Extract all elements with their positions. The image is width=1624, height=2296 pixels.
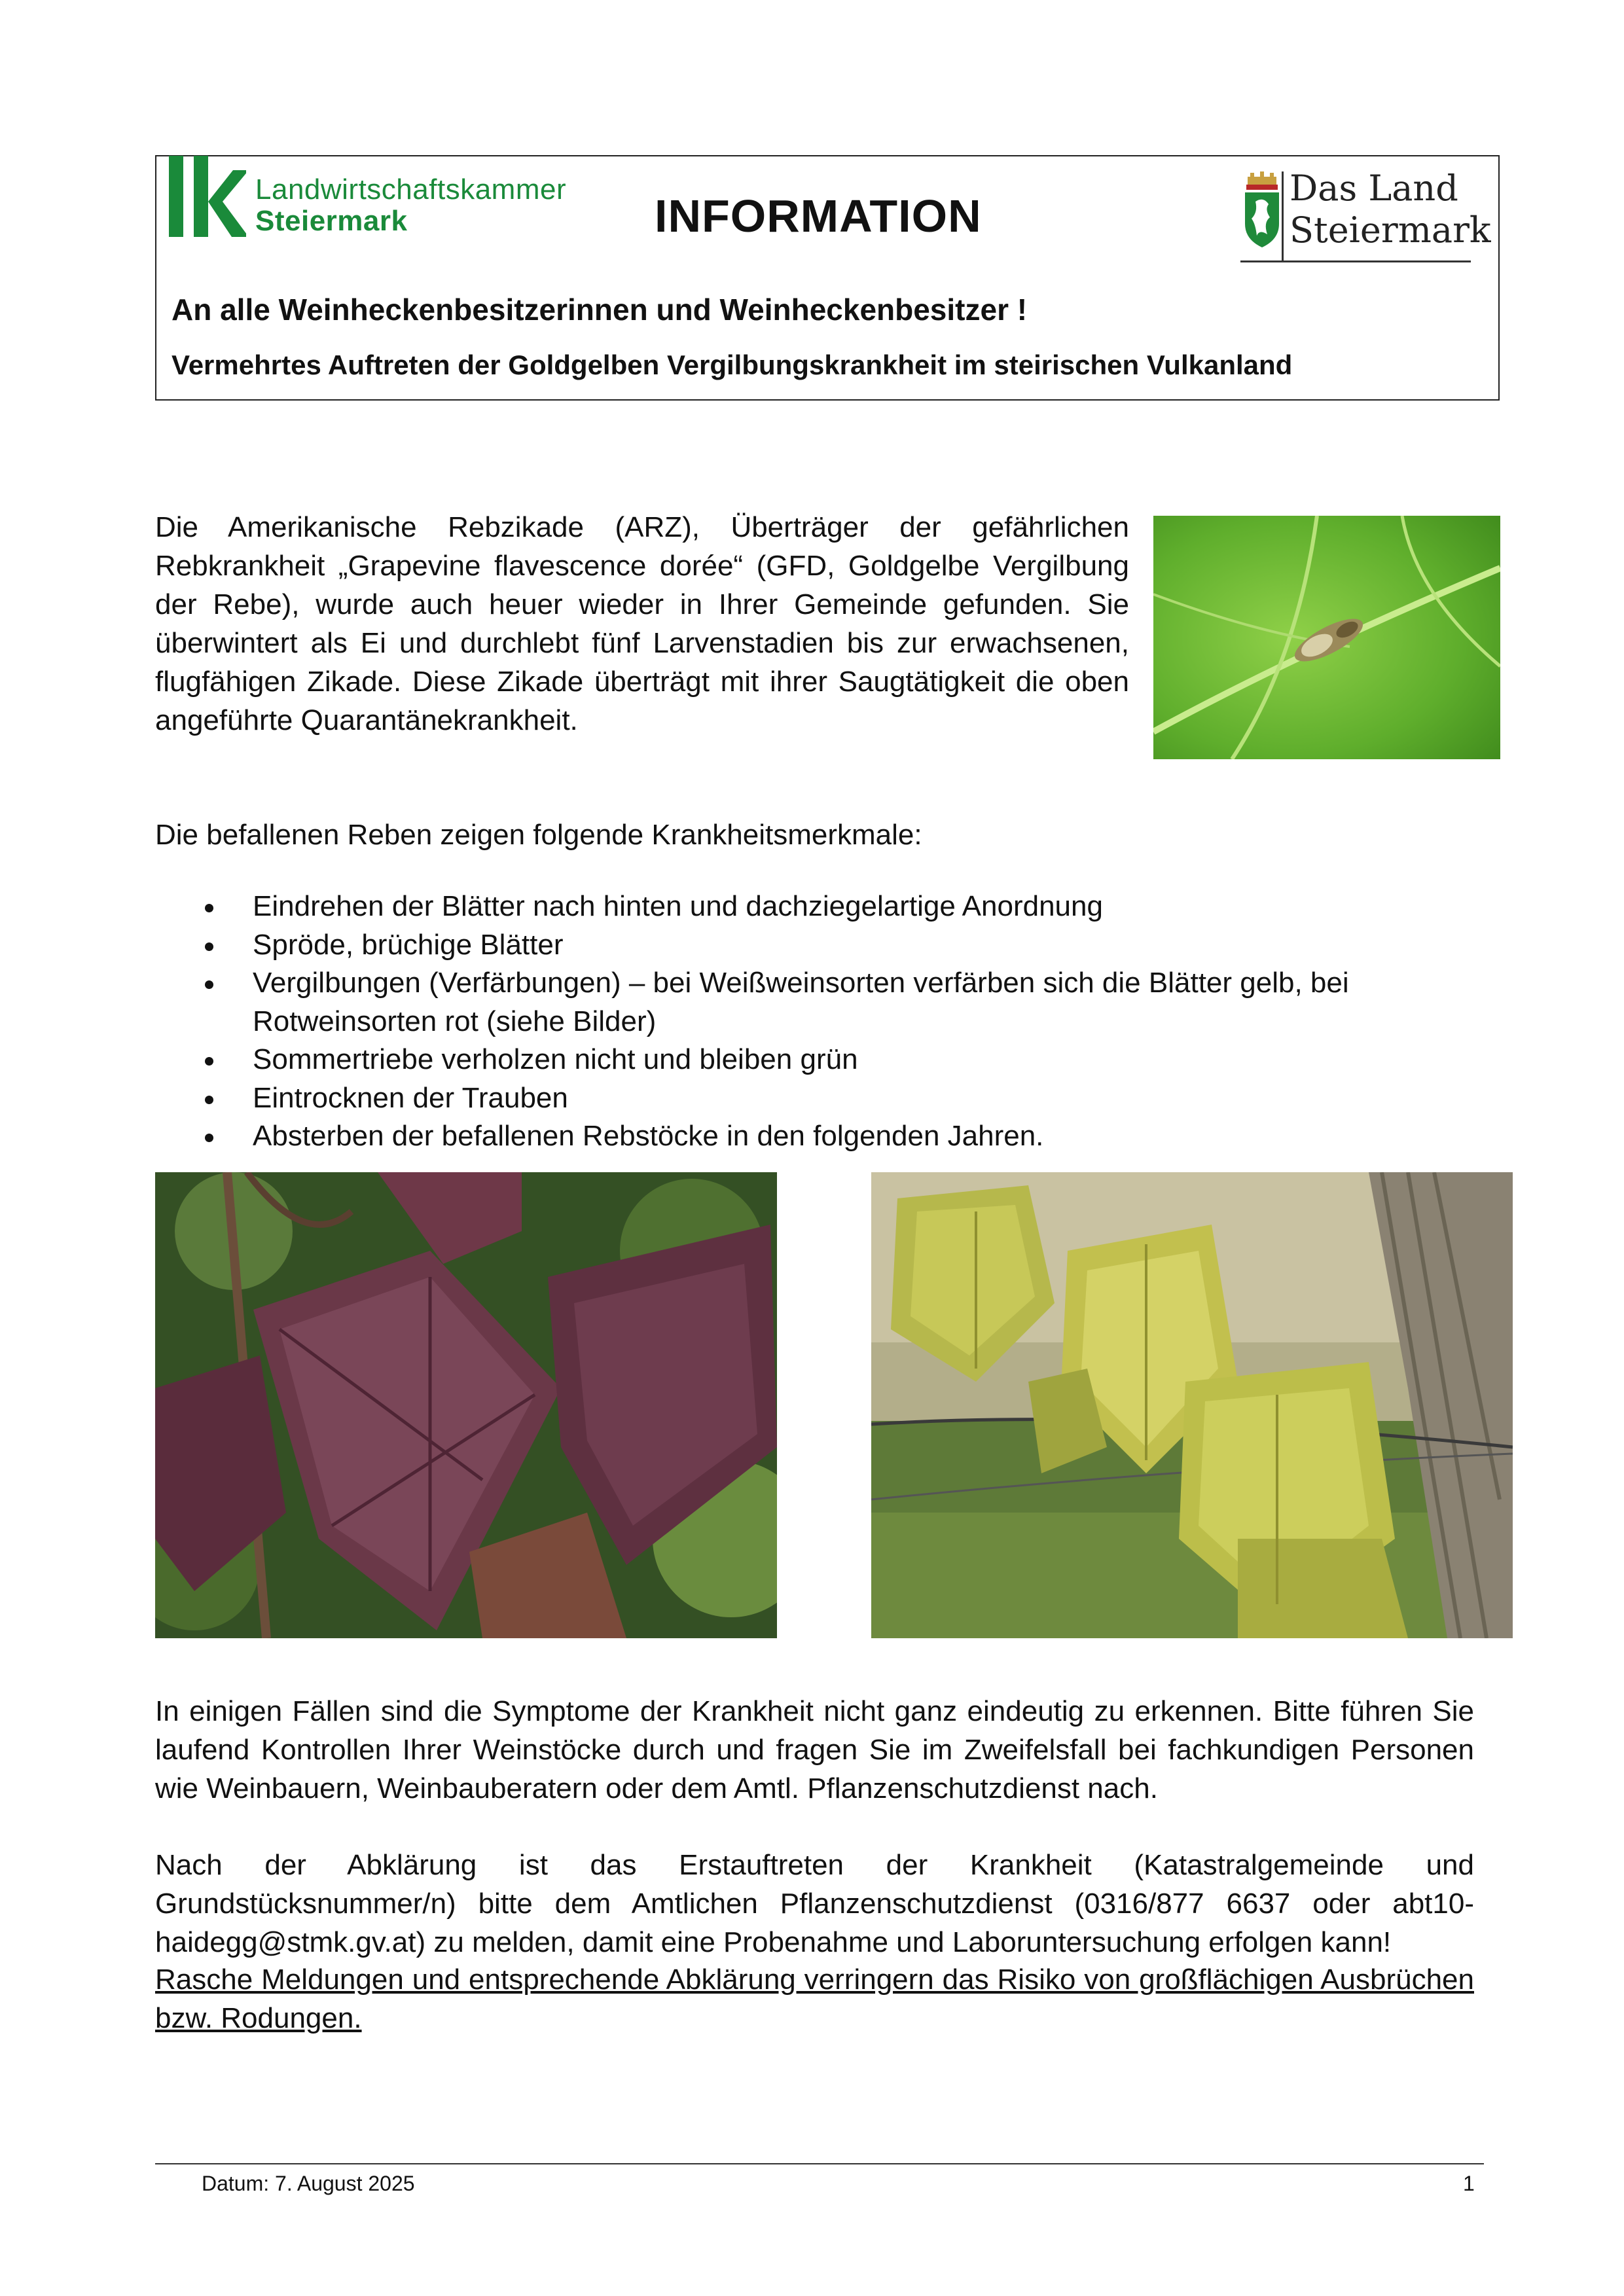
headline: An alle Weinheckenbesitzerinnen und Weinheckenbesitzer ! [171,293,1028,327]
land-logo-divider [1282,171,1284,262]
list-item: Sommertriebe verholzen nicht und bleiben grün [196,1041,1473,1079]
subheadline: Vermehrtes Auftreten der Goldgelben Vergilbungskrankheit im steirischen Vulkanland [171,350,1293,380]
lk-logo-line2: Steiermark [255,205,408,237]
lk-logo-line1: Landwirtschaftskammer [255,173,567,206]
bullet-icon [205,1134,213,1142]
land-logo-text [1290,168,1491,251]
yellow-vine-leaves-photo [871,1172,1513,1638]
symptom-list [196,888,1473,1156]
check-paragraph: In einigen Fällen sind die Symptome der Krankheit nicht ganz eindeutig zu erkennen. Bitte führen Sie laufend Kontrollen Ihrer Weinstöcke durch und fragen Sie im Zweifelsfall bei fachkundigen Personen wie Weinbauern, Weinbauberatern oder dem Amtl. Pflanzenschutzdienst nach. [155,1695,1474,1804]
report-paragraph: Nach der Abklärung ist das Erstauftreten der Krankheit (Katastralgemeinde und Grundstücksnummer/n) bitte dem Amtlichen Pflanzenschutzdienst (0316/877 6637 oder abt10-haidegg@stmk.gv.at) zu melden, damit eine Probenahme und Laboruntersuchung erfolgen kann! [155,1849,1474,1958]
land-logo-underline [1240,260,1471,262]
list-item: Eintrocknen der Trauben [196,1079,1473,1118]
lk-logo-text [255,174,566,237]
lk-logo [168,156,567,237]
document-title: INFORMATION [655,190,982,242]
lk-logo-icon [168,156,246,237]
bullet-icon [205,980,213,989]
warning-paragraph: Rasche Meldungen und entsprechende Abklärung verringern das Risiko von großflächigen Ausbrüchen bzw. Rodungen. [155,1964,1474,2034]
bullet-icon [205,942,213,951]
land-logo-line2: Steiermark [1290,209,1491,251]
list-item: Absterben der befallenen Rebstöcke in den folgenden Jahren. [196,1117,1473,1156]
footer-date: Datum: 7. August 2025 [202,2172,415,2195]
intro-paragraph: Die Amerikanische Rebzikade (ARZ), Überträger der gefährlichen Rebkrankheit „Grapevine flavescence dorée“ (GFD, Goldgelbe Vergilbung der Rebe), wurde auch heuer wieder in Ihrer Gemeinde gefunden. Sie überwintert als Ei und durchlebt fünf Larvenstadien bis zur erwachsenen, flugfähigen Zikade. Diese Zikade überträgt mit ihrer Saugtätigkeit die oben angeführte Quarantänekrankheit. [155,511,1129,736]
bullet-icon [205,1096,213,1104]
leafhopper-photo [1153,516,1500,759]
list-item: Spröde, brüchige Blätter [196,926,1473,965]
coat-of-arms-icon [1241,171,1283,257]
red-vine-leaves-photo [155,1172,777,1638]
list-item: Eindrehen der Blätter nach hinten und dachziegelartige Anordnung [196,888,1473,926]
land-steiermark-logo [1237,168,1491,266]
symptoms-intro: Die befallenen Reben zeigen folgende Krankheitsmerkmale: [155,819,922,851]
page-number: 1 [1463,2172,1475,2195]
bullet-icon [205,904,213,912]
list-item: Vergilbungen (Verfärbungen) – bei Weißweinsorten verfärben sich die Blätter gelb, bei Rotweinsorten rot (siehe Bilder) [196,964,1394,1041]
footer-divider [155,2163,1484,2164]
land-logo-line1: Das Land [1290,168,1458,209]
bullet-icon [205,1057,213,1066]
